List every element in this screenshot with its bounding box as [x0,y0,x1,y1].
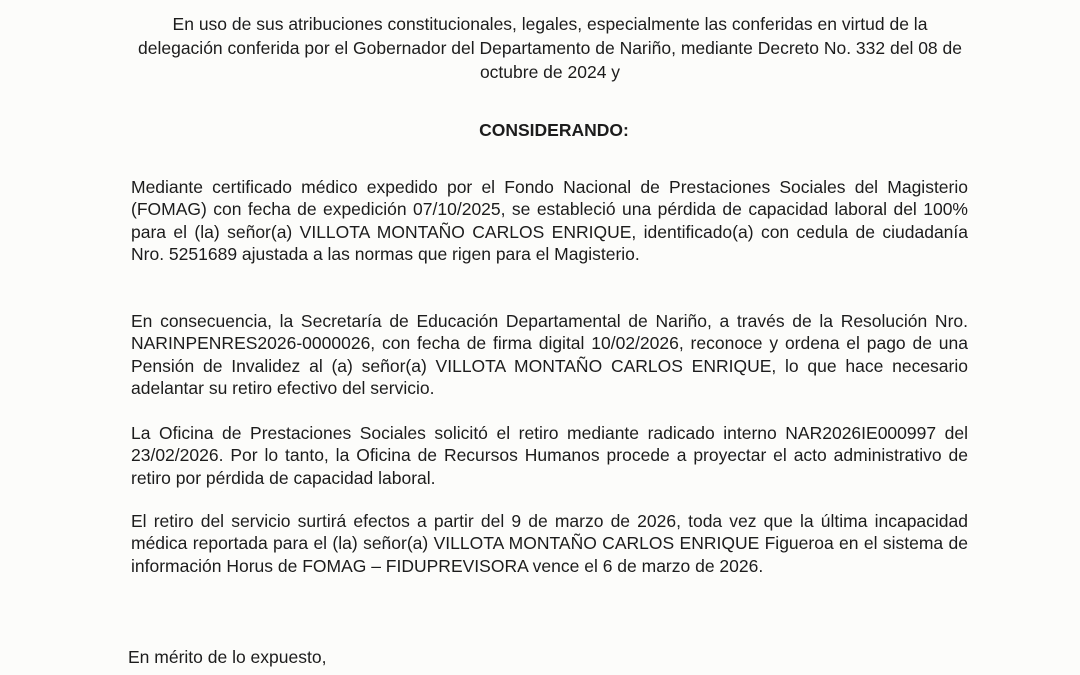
paragraph-resolution: En consecuencia, la Secretaría de Educación Departamental de Nariño, a través de la Resolución Nro. NARINPENRES2026-0000026, con fecha de firma digital 10/02/2026, reconoce y ordena el pago de una Pensión de Invalidez al (a) señor(a) VILLOTA MONTAÑO CARLOS ENRIQUE, lo que hace necesario adelantar su retiro efectivo del servicio. [131,311,968,399]
paragraph-request: La Oficina de Prestaciones Sociales solicitó el retiro mediante radicado interno NAR2026IE000997 del 23/02/2026. Por lo tanto, la Oficina de Recursos Humanos procede a proyectar el acto administrativo de retiro por pérdida de capacidad laboral. [131,423,968,488]
section-heading: CONSIDERANDO: [479,120,629,140]
closing-line: En mérito de lo expuesto, [128,647,327,667]
paragraph-effective-date: El retiro del servicio surtirá efectos a partir del 9 de marzo de 2026, toda vez que la última incapacidad médica reportada para el (la) señor(a) VILLOTA MONTAÑO CARLOS ENRIQUE Figueroa en el sistema de información Horus de FOMAG – FIDUPREVISORA vence el 6 de marzo de 2026. [131,511,968,576]
intro-paragraph: En uso de sus atribuciones constitucionales, legales, especialmente las conferidas en virtud de la delegación conferida por el Gobernador del Departamento de Nariño, mediante Decreto No. 332 del 08 de octubre de 2024 y [138,14,962,82]
paragraph-certificate: Mediante certificado médico expedido por el Fondo Nacional de Prestaciones Sociales del Magisterio (FOMAG) con fecha de expedición 07/10/2025, se estableció una pérdida de capacidad laboral del 100% para el (la) señor(a) VILLOTA MONTAÑO CARLOS ENRIQUE, identificado(a) con cedula de ciudadanía Nro. 5251689 ajustada a las normas que rigen para el Magisterio. [131,177,968,265]
